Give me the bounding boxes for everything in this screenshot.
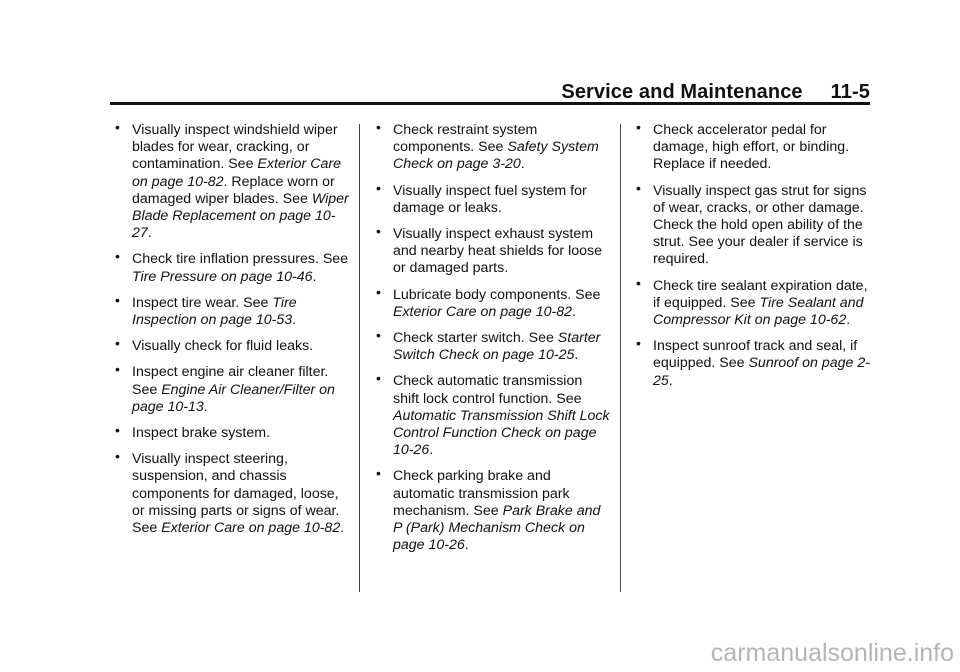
checklist-item <box>112 361 350 416</box>
checklist-item <box>373 223 611 278</box>
bullet-icon: • <box>636 119 641 135</box>
item-text: Visually inspect windshield wiper blades for wear, cracking, or contamination. See <box>132 122 338 173</box>
cross-reference: Automatic Transmission Shift Lock Control Function Check on page 10-26 <box>393 407 610 459</box>
item-text: . <box>464 537 469 554</box>
item-text: . <box>668 372 673 389</box>
cross-reference: Tire Sealant and Compressor Kit on page 10-62 <box>653 294 864 329</box>
column-2 <box>373 119 611 563</box>
bullet-icon: • <box>115 335 120 352</box>
checklist-item <box>112 422 350 442</box>
checklist-item <box>112 448 350 537</box>
page-header <box>110 80 870 104</box>
bullet-icon: • <box>115 422 120 439</box>
checklist-item <box>373 465 611 554</box>
item-text: Inspect brake system. <box>132 425 270 442</box>
item-text: Check accelerator pedal for damage, high effort, or binding. Replace if needed. <box>653 122 850 173</box>
page-number: 11-5 <box>830 80 870 103</box>
bullet-icon: • <box>115 361 120 378</box>
bullet-icon: • <box>376 179 381 196</box>
bullet-icon: • <box>376 370 381 387</box>
bullet-icon: • <box>376 119 381 135</box>
item-text: . <box>429 442 434 459</box>
item-text: Inspect engine air cleaner filter. See <box>132 364 329 398</box>
column-1 <box>112 119 350 546</box>
bullet-icon: • <box>115 248 120 265</box>
item-text: . <box>574 347 579 364</box>
cross-reference: Tire Pressure on page 10-46 <box>132 268 313 285</box>
item-text: Visually check for fluid leaks. <box>132 338 314 355</box>
item-text: Visually inspect steering, suspension, and chassis components for damaged, loose, or missing parts or signs of wear. See <box>132 451 340 537</box>
checklist-item <box>373 283 611 321</box>
item-text: . <box>147 225 152 242</box>
item-text: . Replace worn or damaged wiper blades. See <box>132 173 335 207</box>
cross-reference: Safety System Check on page 3-20 <box>393 139 599 173</box>
item-text: . <box>846 312 851 329</box>
bullet-icon: • <box>636 179 641 196</box>
item-text: Check parking brake and automatic transmission park mechanism. See <box>393 468 570 519</box>
item-text: . <box>520 156 525 173</box>
bullet-icon: • <box>115 448 120 465</box>
watermark-text: carmanualsonline.info <box>710 639 954 667</box>
bullet-icon: • <box>376 223 381 240</box>
bullet-icon: • <box>376 283 381 300</box>
bullet-icon: • <box>115 119 120 135</box>
column-divider-1 <box>359 124 360 592</box>
item-text: Check restraint system components. See <box>393 122 538 156</box>
cross-reference: Park Brake and P (Park) Mechanism Check on page 10-26 <box>393 502 601 554</box>
checklist-item <box>373 370 611 459</box>
cross-reference: Exterior Care on page 10-82 <box>132 156 341 190</box>
checklist-item <box>112 291 350 329</box>
checklist-item <box>373 327 611 364</box>
bullet-icon: • <box>115 291 120 308</box>
cross-reference: Exterior Care on page 10-82 <box>393 303 573 320</box>
item-text: Lubricate body components. See <box>393 286 601 303</box>
section-title: Service and Maintenance <box>561 80 803 103</box>
bullet-icon: • <box>636 335 641 352</box>
bullet-icon: • <box>376 465 381 482</box>
checklist-item <box>112 248 350 285</box>
item-text: Visually inspect fuel system for damage or leaks. <box>393 182 587 216</box>
item-text: . <box>312 268 317 285</box>
item-text: Check tire inflation pressures. See <box>132 251 349 268</box>
cross-reference: Exterior Care on page 10-82 <box>161 520 341 537</box>
checklist-item <box>633 335 871 390</box>
item-text: Inspect sunroof track and seal, if equipped. See <box>653 338 858 372</box>
cross-reference: Starter Switch Check on page 10-25 <box>393 330 601 364</box>
cross-reference: Wiper Blade Replacement on page 10-27 <box>132 190 349 242</box>
item-text: . <box>340 520 345 537</box>
column-3 <box>633 119 871 399</box>
checklist-item <box>112 119 350 242</box>
item-text: Visually inspect exhaust system and nearby heat shields for loose or damaged parts. <box>393 226 603 277</box>
cross-reference: Sunroof on page 2-25 <box>653 355 870 389</box>
item-text: Check automatic transmission shift lock control function. See <box>393 373 583 407</box>
checklist-item <box>633 274 871 330</box>
item-text: . <box>292 312 297 329</box>
item-text: Visually inspect gas strut for signs of wear, cracks, or other damage. Check the hold open ability of the strut. See your dealer if service is required. <box>653 182 867 268</box>
checklist-item <box>112 335 350 355</box>
header-rule <box>110 102 870 105</box>
item-text: Check starter switch. See <box>393 330 558 347</box>
item-text: . <box>572 303 576 320</box>
cross-reference: Engine Air Cleaner/Filter on page 10-13 <box>132 381 335 415</box>
checklist-item <box>373 179 611 217</box>
column-divider-2 <box>620 124 621 592</box>
checklist-item <box>633 119 871 174</box>
checklist-item <box>373 119 611 174</box>
bullet-icon: • <box>636 274 641 291</box>
checklist-item <box>633 179 871 269</box>
cross-reference: Tire Inspection on page 10-53 <box>132 294 297 329</box>
bullet-icon: • <box>376 327 381 344</box>
item-text: Inspect tire wear. See <box>132 294 273 311</box>
item-text: Check tire sealant expiration date, if equipped. See <box>653 277 868 311</box>
item-text: . <box>203 398 208 415</box>
